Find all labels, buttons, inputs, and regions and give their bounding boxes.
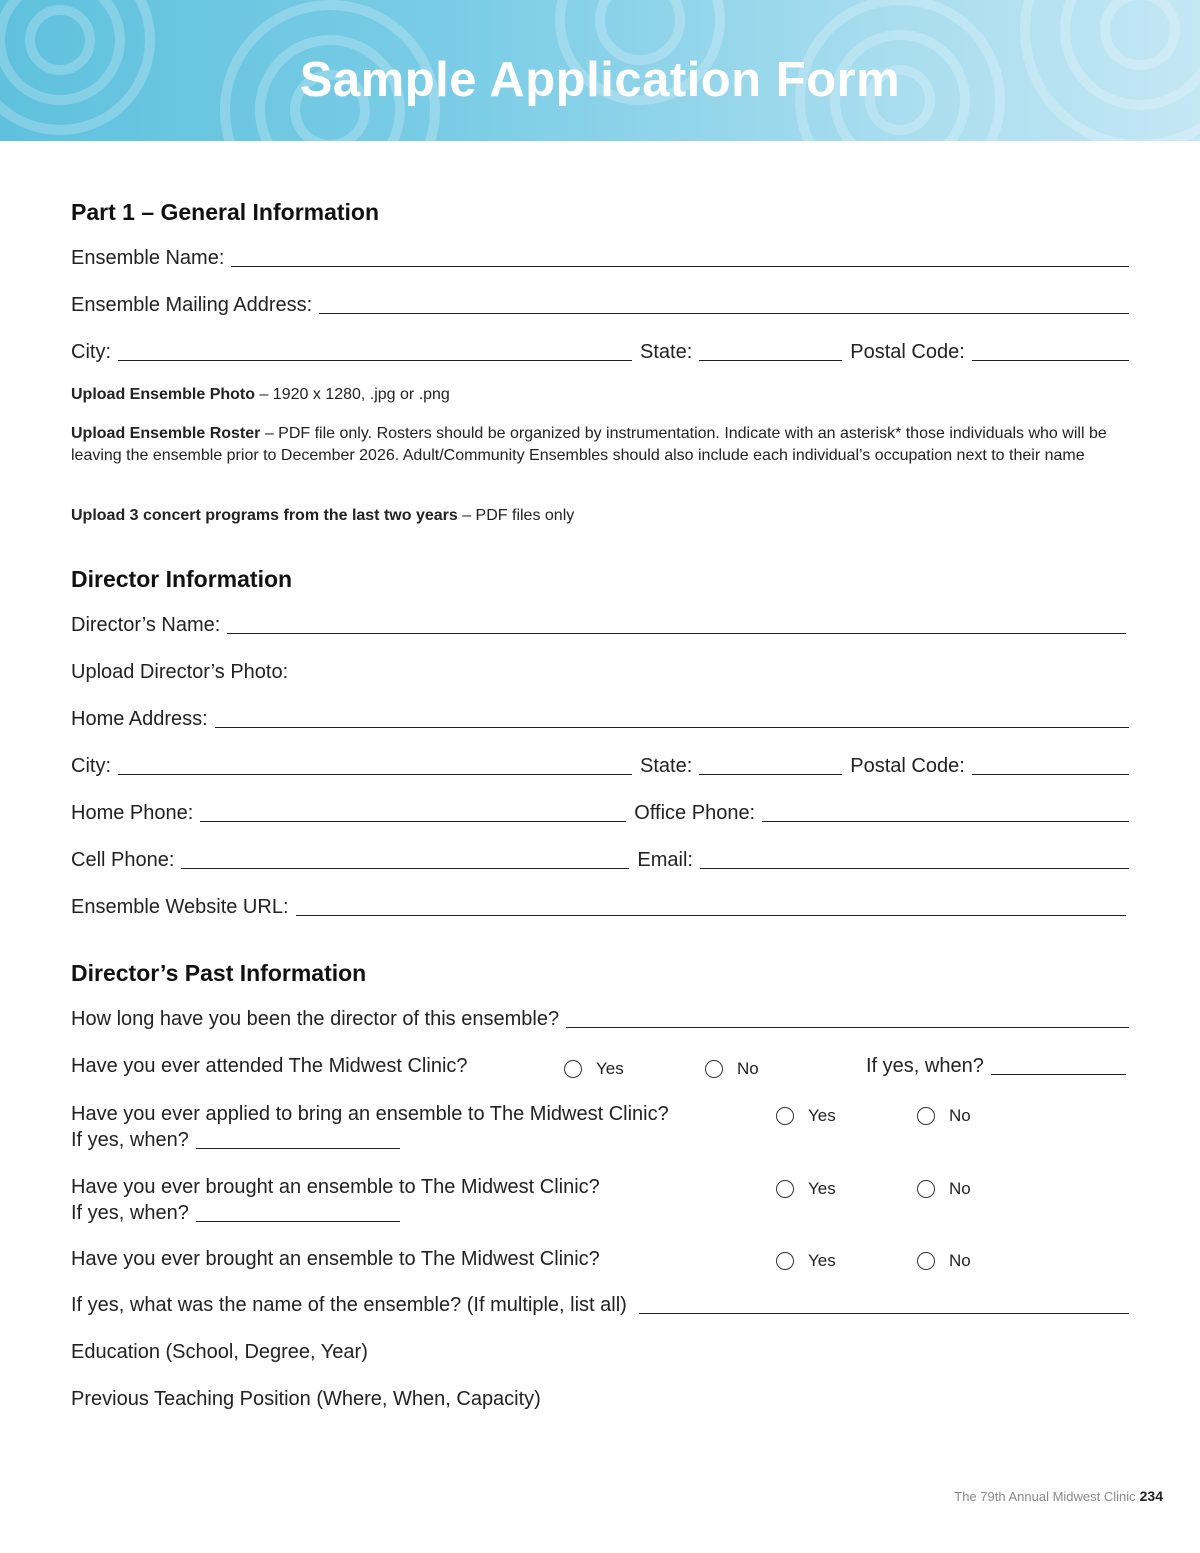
ensemble-names-label: If yes, what was the name of the ensemble? (If multiple, list all): [71, 1294, 627, 1316]
upload-programs-desc: – PDF files only: [457, 507, 575, 524]
director-state-field[interactable]: [699, 774, 842, 775]
home-address-label: Home Address:: [71, 708, 208, 730]
director-postal-field[interactable]: [972, 774, 1129, 775]
upload-photo-note[interactable]: [71, 384, 1129, 406]
brought-again-no-option[interactable]: [917, 1251, 971, 1271]
attended-yes-label: Yes: [596, 1059, 624, 1078]
ensemble-name-label: Ensemble Name:: [71, 247, 225, 269]
applied-no-label: No: [949, 1106, 971, 1125]
attended-no-option[interactable]: [705, 1059, 759, 1079]
attended-when-label: If yes, when?: [866, 1055, 984, 1077]
upload-roster-desc: – PDF file only. Rosters should be organized by instrumentation. Indicate with an asterisk* those individuals who will be leaving the ensemble prior to December 2026. Adult/Community Ensembles should also include each individual’s occupation next to their name: [71, 425, 1107, 464]
brought-when-label: If yes, when?: [71, 1202, 189, 1224]
postal-code-field[interactable]: [972, 360, 1129, 361]
attended-when-field[interactable]: [991, 1074, 1126, 1075]
phone-row: [71, 798, 1129, 826]
applied-label: Have you ever applied to bring an ensemble to The Midwest Clinic?: [71, 1103, 669, 1125]
director-photo-row[interactable]: [71, 657, 1129, 685]
website-field[interactable]: [296, 915, 1127, 916]
website-label: Ensemble Website URL:: [71, 896, 289, 918]
applied-no-option[interactable]: [917, 1106, 971, 1126]
past-heading: Director’s Past Information: [71, 960, 367, 986]
education-label: Education (School, Degree, Year): [71, 1341, 368, 1363]
radio-button[interactable]: [917, 1107, 935, 1125]
brought-no-label: No: [949, 1179, 971, 1198]
director-city-row: [71, 751, 1129, 779]
radio-button[interactable]: [917, 1180, 935, 1198]
brought-again-label: Have you ever brought an ensemble to The Midwest Clinic?: [71, 1248, 600, 1270]
applied-question: [71, 1101, 669, 1153]
director-heading: Director Information: [71, 566, 293, 592]
director-state-label: State:: [640, 755, 693, 777]
office-phone-field[interactable]: [762, 821, 1129, 822]
brought-no-option[interactable]: [917, 1179, 971, 1199]
home-phone-label: Home Phone:: [71, 802, 194, 824]
brought-again-yes-option[interactable]: [776, 1251, 836, 1271]
state-label: State:: [640, 341, 693, 363]
applied-when-row: [71, 1127, 669, 1153]
applied-yes-option[interactable]: [776, 1106, 836, 1126]
brought-again-question: [71, 1246, 600, 1272]
home-address-field[interactable]: [215, 727, 1129, 728]
page-footer: [954, 1488, 1163, 1504]
director-name-field[interactable]: [227, 633, 1126, 634]
cell-phone-label: Cell Phone:: [71, 849, 175, 871]
upload-photo-title: Upload Ensemble Photo: [71, 386, 256, 403]
office-phone-label: Office Phone:: [634, 802, 756, 824]
radio-button[interactable]: [776, 1180, 794, 1198]
how-long-row: [71, 1004, 1129, 1032]
brought-when-row: [71, 1200, 600, 1226]
brought-yes-label: Yes: [808, 1179, 836, 1198]
city-state-row: [71, 337, 1129, 365]
ensemble-name-row: [71, 243, 1129, 271]
education-row[interactable]: [71, 1337, 1129, 1365]
brought-yes-option[interactable]: [776, 1179, 836, 1199]
part1-heading: Part 1 – General Information: [71, 199, 380, 225]
director-postal-label: Postal Code:: [850, 755, 965, 777]
email-field[interactable]: [700, 868, 1129, 869]
radio-button[interactable]: [705, 1060, 723, 1078]
state-field[interactable]: [699, 360, 842, 361]
previous-teaching-row[interactable]: [71, 1384, 1129, 1412]
email-label: Email:: [637, 849, 693, 871]
director-city-field[interactable]: [118, 774, 632, 775]
director-name-label: Director’s Name:: [71, 614, 221, 636]
mailing-address-field[interactable]: [319, 313, 1129, 314]
brought-label: Have you ever brought an ensemble to The Midwest Clinic?: [71, 1176, 600, 1198]
ensemble-names-row: [71, 1290, 1129, 1318]
home-address-row: [71, 704, 1129, 732]
brought-again-no-label: No: [949, 1251, 971, 1270]
website-row: [71, 892, 1129, 920]
postal-code-label: Postal Code:: [850, 341, 965, 363]
attended-yes-option[interactable]: [564, 1059, 624, 1079]
upload-roster-note[interactable]: [71, 423, 1129, 466]
brought-when-field[interactable]: [196, 1221, 400, 1222]
director-name-row: [71, 610, 1129, 638]
home-phone-field[interactable]: [200, 821, 626, 822]
page-title: Sample Application Form: [299, 53, 901, 107]
header-banner: [0, 0, 1200, 141]
attended-no-label: No: [737, 1059, 759, 1078]
previous-teaching-label: Previous Teaching Position (Where, When, Capacity): [71, 1388, 541, 1410]
mailing-address-row: [71, 290, 1129, 318]
attended-when-row: [866, 1051, 1126, 1079]
ensemble-name-field[interactable]: [231, 266, 1129, 267]
city-label: City:: [71, 341, 111, 363]
brought-again-yes-label: Yes: [808, 1251, 836, 1270]
applied-yes-label: Yes: [808, 1106, 836, 1125]
applied-when-label: If yes, when?: [71, 1129, 189, 1151]
director-city-label: City:: [71, 755, 111, 777]
radio-button[interactable]: [776, 1107, 794, 1125]
radio-button[interactable]: [917, 1252, 935, 1270]
upload-roster-title: Upload Ensemble Roster: [71, 425, 261, 442]
footer-text: The 79th Annual Midwest Clinic: [954, 1489, 1136, 1504]
cell-email-row: [71, 845, 1129, 873]
ensemble-names-field[interactable]: [639, 1313, 1129, 1314]
attended-label: Have you ever attended The Midwest Clinic?: [71, 1055, 468, 1077]
upload-programs-note[interactable]: [71, 505, 1129, 527]
brought-question: [71, 1174, 600, 1226]
applied-when-field[interactable]: [196, 1148, 400, 1149]
page-number: 234: [1139, 1488, 1163, 1504]
radio-button[interactable]: [776, 1252, 794, 1270]
cell-phone-field[interactable]: [181, 868, 629, 869]
how-long-field[interactable]: [566, 1027, 1129, 1028]
how-long-label: How long have you been the director of this ensemble?: [71, 1008, 560, 1030]
radio-button[interactable]: [564, 1060, 582, 1078]
director-photo-label: Upload Director’s Photo:: [71, 661, 289, 683]
upload-programs-title: Upload 3 concert programs from the last two years: [71, 507, 458, 524]
mailing-address-label: Ensemble Mailing Address:: [71, 294, 313, 316]
upload-photo-desc: – 1920 x 1280, .jpg or .png: [255, 386, 450, 403]
city-field[interactable]: [118, 360, 632, 361]
